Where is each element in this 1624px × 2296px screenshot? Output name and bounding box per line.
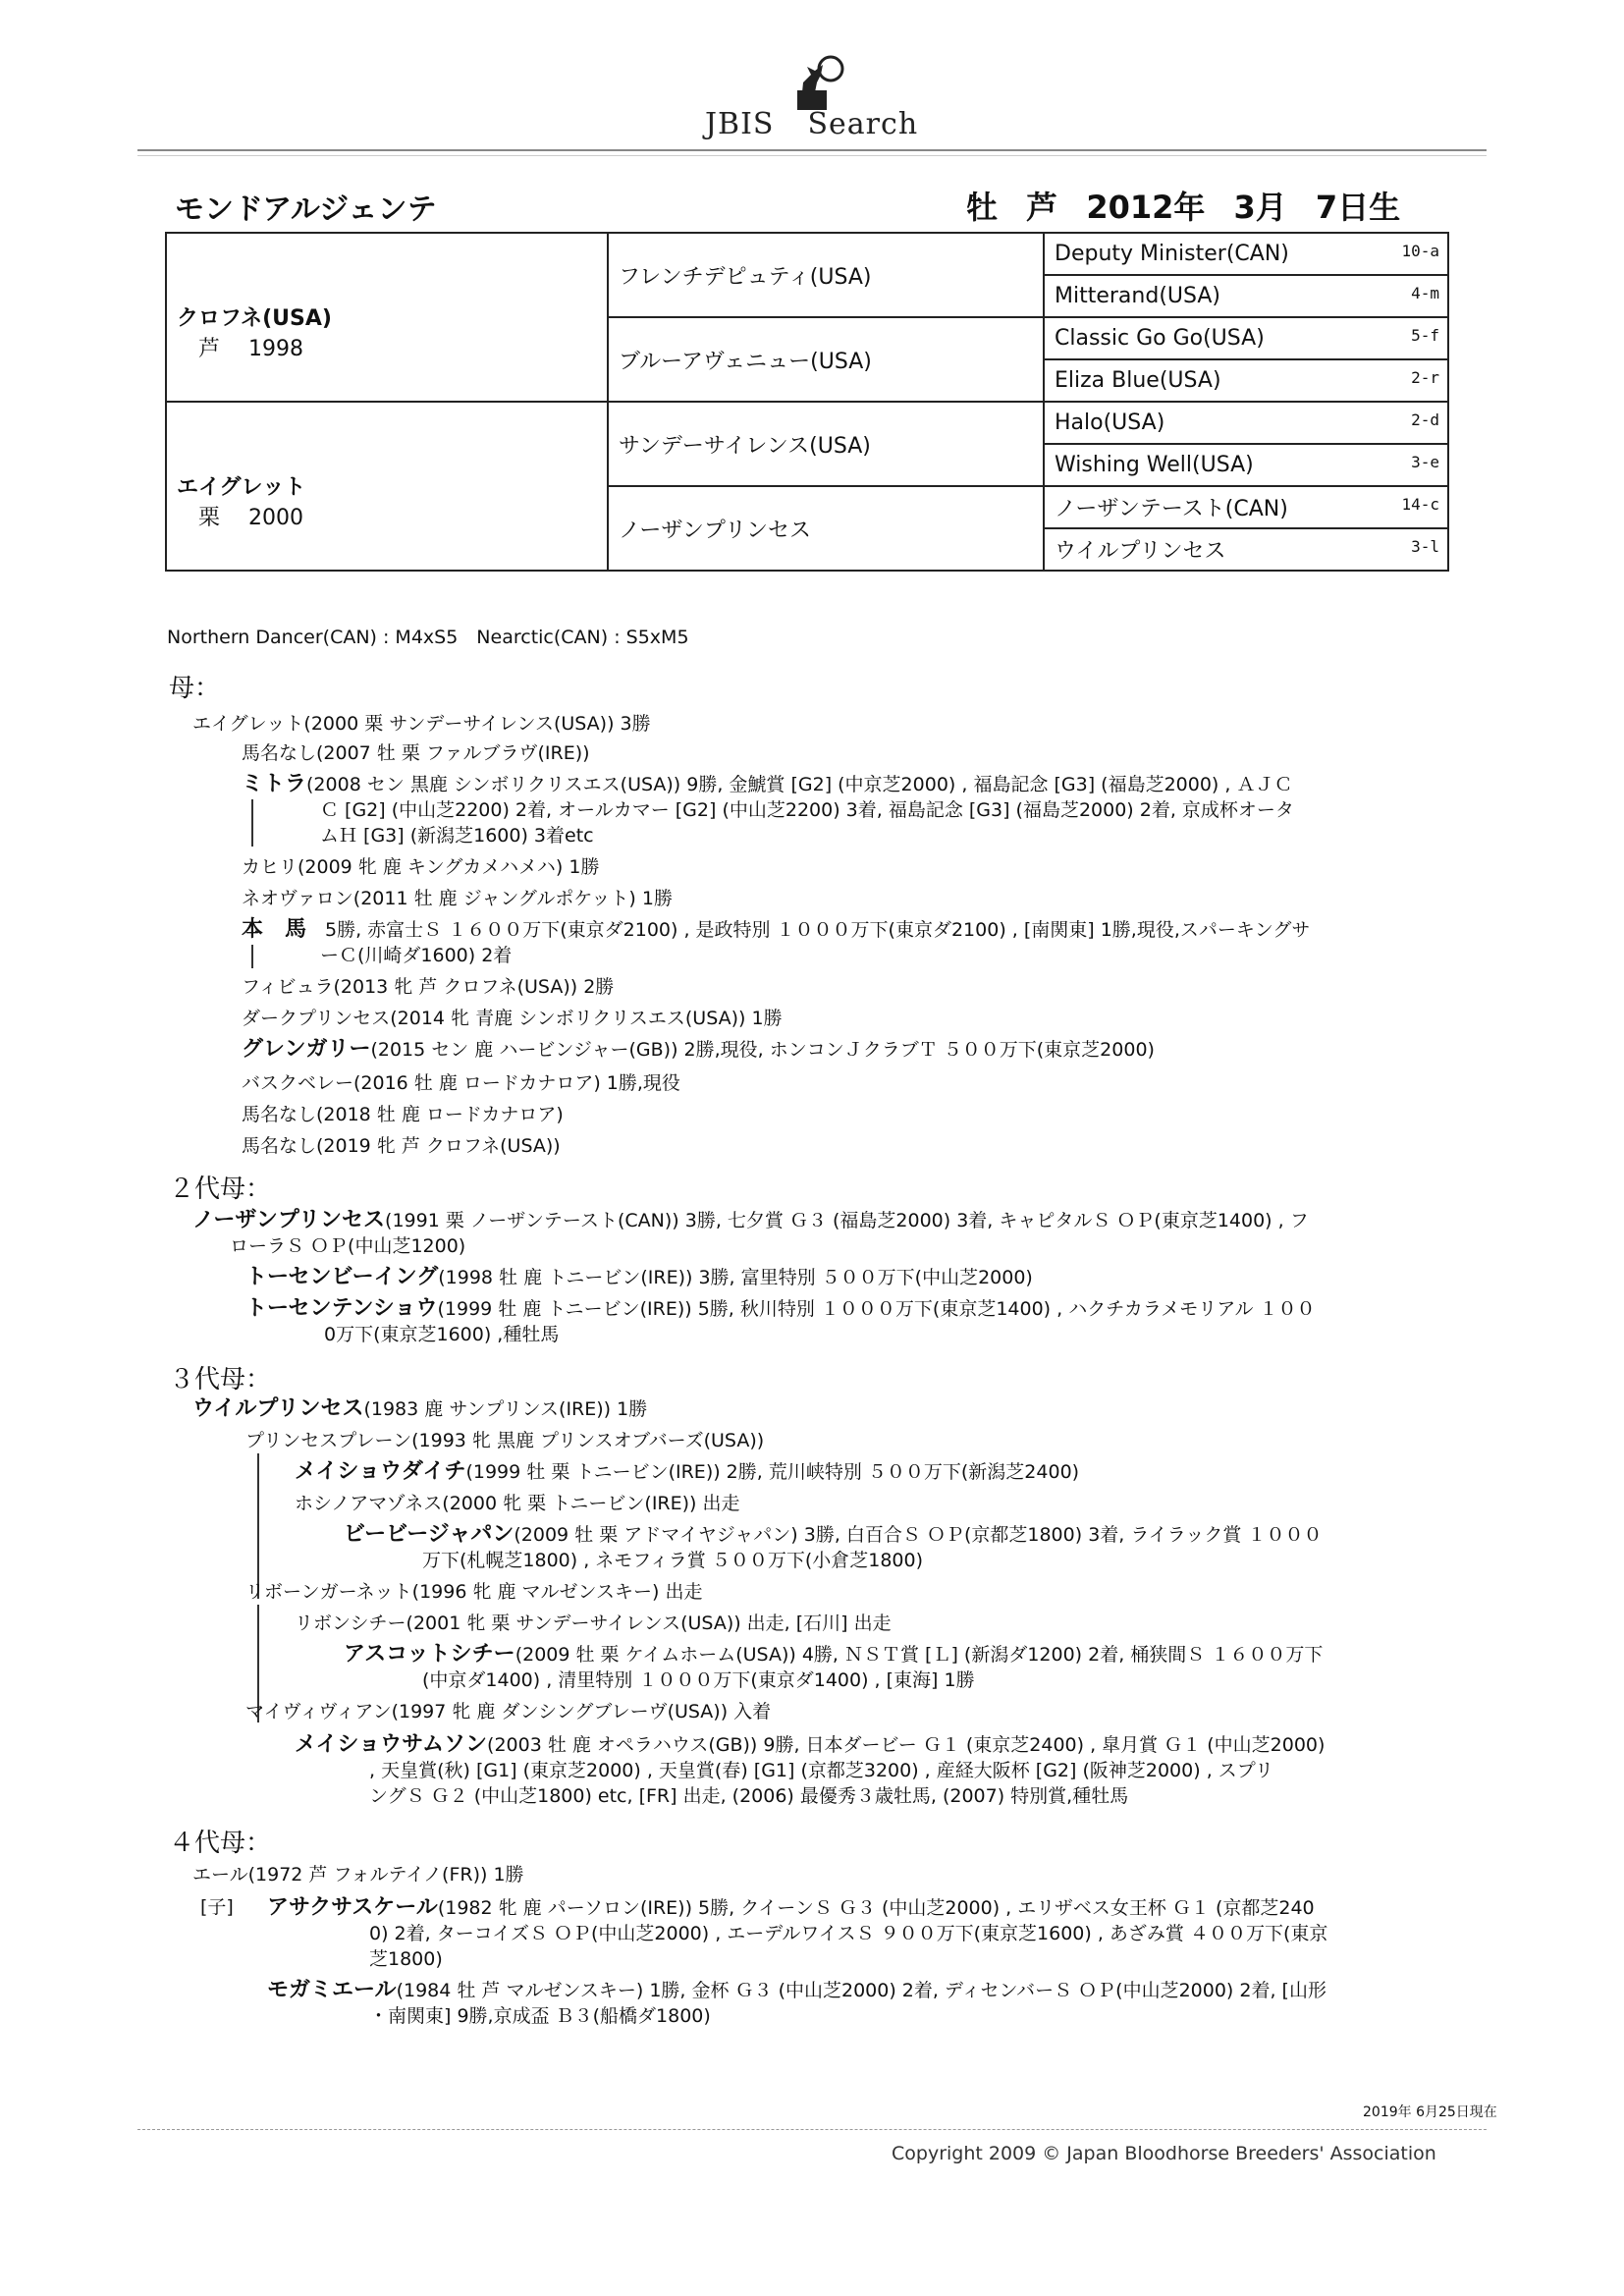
list-item: ーＣ(川崎ダ1600) 2着 bbox=[320, 945, 513, 966]
list-item: 0) 2着, ターコイズＳ ＯＰ(中山芝2000) , エーデルワイスＳ ９００万下(東京芝1600) , あざみ賞 ４００万下(東京 bbox=[369, 1923, 1328, 1944]
sire-name: クロフネ(USA) bbox=[177, 306, 332, 331]
footer-rule bbox=[137, 2129, 1487, 2130]
list-item: ミトラ(2008 セン 黒鹿 シンボリクリスエス(USA)) 9勝, 金鯱賞 [G2] (中京芝2000) , 福島記念 [G3] (福島芝2000) , ＡＪＣ bbox=[242, 772, 1293, 796]
list-item: , 天皇賞(秋) [G1] (東京芝2000) , 天皇賞(春) [G1] (京都芝3200) , 産経大阪杯 [G2] (阪神芝2000) , スプリ bbox=[369, 1760, 1274, 1781]
list-item: ローラＳ ＯＰ(中山芝1200) bbox=[230, 1235, 466, 1257]
list-item: ビービージャパン(2009 牡 栗 アドマイヤジャパン) 3勝, 白百合Ｓ ＯＰ(京都芝1800) 3着, ライラック賞 １０００ bbox=[344, 1522, 1323, 1547]
dam-name: エイグレット bbox=[177, 475, 306, 500]
list-item: リボンシチー(2001 牝 栗 サンデーサイレンス(USA)) 出走, [石川] 出走 bbox=[295, 1613, 892, 1634]
tree-line bbox=[251, 799, 253, 847]
list-item: Ｃ [G2] (中山芝2200) 2着, オールカマー [G2] (中山芝2200) 3着, 福島記念 [G3] (福島芝2000) 2着, 京成杯オータ bbox=[320, 799, 1294, 821]
list-item: 0万下(東京芝1600) ,種牡馬 bbox=[324, 1324, 560, 1345]
dam-cell bbox=[166, 402, 608, 571]
list-item: ホシノアマゾネス(2000 牝 栗 トニービン(IRE)) 出走 bbox=[295, 1493, 740, 1514]
family-code: 2-r bbox=[1411, 368, 1439, 387]
list-item: 芝1800) bbox=[369, 1948, 443, 1970]
coat-color: 芦 bbox=[1026, 189, 1058, 226]
list-item: リボーンガーネット(1996 牝 鹿 マルゼンスキー) 出走 bbox=[245, 1581, 703, 1603]
list-item: ・南関東] 9勝,京成盃 Ｂ３(船橋ダ1800) bbox=[369, 2005, 711, 2027]
list-item: ウイルプリンセス(1983 鹿 サンプリンス(IRE)) 1勝 bbox=[192, 1396, 648, 1421]
inbreeding-note: Northern Dancer(CAN) : M4xS5 Nearctic(CAN) : S5xM5 bbox=[167, 627, 689, 648]
gen2-cell: ブルーアヴェニュー(USA) bbox=[608, 317, 1044, 402]
gen2-cell: フレンチデピュティ(USA) bbox=[608, 233, 1044, 317]
family-code: 4-m bbox=[1411, 284, 1439, 302]
section-4th-dam: ４代母： bbox=[169, 1829, 272, 1858]
list-item: アサクサスケール(1982 牝 鹿 パーソロン(IRE)) 5勝, クイーンＳ Ｇ３ (中山芝2000) , エリザベス女王杯 Ｇ１ (京都芝240 bbox=[267, 1895, 1315, 1920]
list-item: ノーザンプリンセス(1991 栗 ノーザンテースト(CAN)) 3勝, 七夕賞 Ｇ３ (福島芝2000) 3着, キャピタルＳ ＯＰ(東京芝1400) , フ bbox=[192, 1208, 1309, 1232]
list-item: マイヴィヴィアン(1997 牝 鹿 ダンシングブレーヴ(USA)) 入着 bbox=[245, 1701, 772, 1722]
list-item: 馬名なし(2007 牡 栗 ファルブラヴ(IRE)) bbox=[242, 742, 590, 764]
gen3-cell: Classic Go Go(USA) 5-f bbox=[1044, 317, 1448, 359]
list-item: 万下(札幌芝1800) , ネモフィラ賞 ５００万下(小倉芝1800) bbox=[422, 1550, 923, 1571]
section-2nd-dam: ２代母： bbox=[169, 1175, 272, 1204]
sire-detail: 芦 1998 bbox=[198, 337, 303, 361]
list-item: フィビュラ(2013 牝 芦 クロフネ(USA)) 2勝 bbox=[242, 976, 615, 998]
list-item: 本 馬 5勝, 赤富士Ｓ １６００万下(東京ダ2100) , 是政特別 １０００万下(東京ダ2100) , [南関東] 1勝,現役,スパーキングサ bbox=[242, 917, 1311, 942]
family-code: 14-c bbox=[1401, 495, 1439, 514]
list-item: アスコットシチー(2009 牡 栗 ケイムホーム(USA)) 4勝, ＮＳＴ賞 [Ｌ] (新潟ダ1200) 2着, 桶狭間Ｓ １６００万下 bbox=[344, 1642, 1324, 1667]
list-item: ムＨ [G3] (新潟芝1600) 3着etc bbox=[320, 825, 594, 847]
horse-name: モンドアルジェンテ bbox=[175, 192, 437, 227]
list-item: グレンガリー(2015 セン 鹿 ハービンジャー(GB)) 2勝,現役, ホンコンＪクラブＴ ５００万下(東京芝2000) bbox=[242, 1037, 1155, 1062]
list-item: (中京ダ1400) , 清里特別 １０００万下(東京ダ1400) , [東海] 1勝 bbox=[422, 1669, 975, 1691]
gen3-cell: Halo(USA) 2-d bbox=[1044, 402, 1448, 444]
list-item: ネオヴァロン(2011 牡 鹿 ジャングルポケット) 1勝 bbox=[242, 888, 673, 909]
tree-line bbox=[251, 945, 253, 968]
family-code: 2-d bbox=[1411, 410, 1439, 429]
list-item: トーセンテンショウ(1999 牡 鹿 トニービン(IRE)) 5勝, 秋川特別 １０００万下(東京芝1400) , ハクチカラメモリアル １００ bbox=[245, 1296, 1316, 1321]
list-item: エイグレット(2000 栗 サンデーサイレンス(USA)) 3勝 bbox=[192, 713, 651, 735]
tree-line bbox=[257, 1453, 259, 1599]
as-of-date: 2019年 6月25日現在 bbox=[1363, 2105, 1497, 2120]
section-3rd-dam: ３代母： bbox=[169, 1365, 272, 1394]
list-item: 馬名なし(2019 牝 芦 クロフネ(USA)) bbox=[242, 1135, 561, 1157]
family-code: 10-a bbox=[1401, 242, 1439, 260]
sex: 牡 bbox=[966, 189, 999, 226]
family-code: 3-l bbox=[1411, 537, 1439, 556]
pedigree-table bbox=[165, 232, 1449, 572]
list-item: メイショウサムソン(2003 牡 鹿 オペラハウス(GB)) 9勝, 日本ダービー Ｇ１ (東京芝2400) , 皐月賞 Ｇ１ (中山芝2000) bbox=[295, 1732, 1326, 1757]
gen3-cell: Eliza Blue(USA) 2-r bbox=[1044, 359, 1448, 402]
gen3-cell: ノーザンテースト(CAN) 14-c bbox=[1044, 486, 1448, 528]
gen2-cell: ノーザンプリンセス bbox=[608, 486, 1044, 571]
list-item: エール(1972 芦 フォルテイノ(FR)) 1勝 bbox=[192, 1864, 524, 1886]
gen3-cell: Mitterand(USA) 4-m bbox=[1044, 275, 1448, 317]
logo-text: JBIS Search bbox=[705, 107, 919, 141]
horse-magnifier-icon bbox=[793, 53, 852, 110]
list-item: プリンセスプレーン(1993 牝 黒鹿 プリンスオブバーズ(USA)) bbox=[245, 1430, 765, 1451]
sire-cell bbox=[166, 233, 608, 402]
list-item: メイショウダイチ(1999 牡 栗 トニービン(IRE)) 2勝, 荒川峡特別 ５００万下(新潟芝2400) bbox=[295, 1459, 1080, 1484]
list-item: ダークプリンセス(2014 牝 青鹿 シンボリクリスエス(USA)) 1勝 bbox=[242, 1008, 783, 1029]
header-rule-thin bbox=[137, 155, 1487, 156]
list-item: バスクベレー(2016 牡 鹿 ロードカナロア) 1勝,現役 bbox=[242, 1072, 680, 1094]
header-rule bbox=[137, 149, 1487, 151]
list-item: 馬名なし(2018 牡 鹿 ロードカナロア) bbox=[242, 1104, 564, 1125]
family-code: 3-e bbox=[1411, 453, 1439, 471]
section-dam: 母： bbox=[169, 674, 221, 703]
gen3-cell: Deputy Minister(CAN) 10-a bbox=[1044, 233, 1448, 275]
list-item: トーセンビーイング(1998 牡 鹿 トニービン(IRE)) 3勝, 富里特別 ５００万下(中山芝2000) bbox=[245, 1265, 1033, 1289]
list-item: モガミエール(1984 牡 芦 マルゼンスキー) 1勝, 金杯 Ｇ３ (中山芝2000) 2着, ディセンバーＳ ＯＰ(中山芝2000) 2着, [山形 bbox=[267, 1978, 1326, 2002]
horse-profile bbox=[966, 183, 1400, 228]
list-item: ングＳ Ｇ２ (中山芝1800) etc, [FR] 出走, (2006) 最優秀３歳牡馬, (2007) 特別賞,種牡馬 bbox=[369, 1785, 1129, 1807]
dam-detail: 栗 2000 bbox=[198, 506, 303, 530]
child-mark: [子] bbox=[200, 1896, 234, 1918]
jbis-logo bbox=[697, 53, 943, 141]
gen3-cell: Wishing Well(USA) 3-e bbox=[1044, 444, 1448, 486]
list-item: カヒリ(2009 牝 鹿 キングカメハメハ) 1勝 bbox=[242, 856, 600, 878]
birth-date: 2012年 3月 7日生 bbox=[1086, 189, 1401, 226]
gen2-cell: サンデーサイレンス(USA) bbox=[608, 402, 1044, 486]
copyright: Copyright 2009 © Japan Bloodhorse Breeders' Association bbox=[892, 2143, 1436, 2164]
gen3-cell: ウイルプリンセス 3-l bbox=[1044, 528, 1448, 571]
family-code: 5-f bbox=[1411, 326, 1439, 345]
